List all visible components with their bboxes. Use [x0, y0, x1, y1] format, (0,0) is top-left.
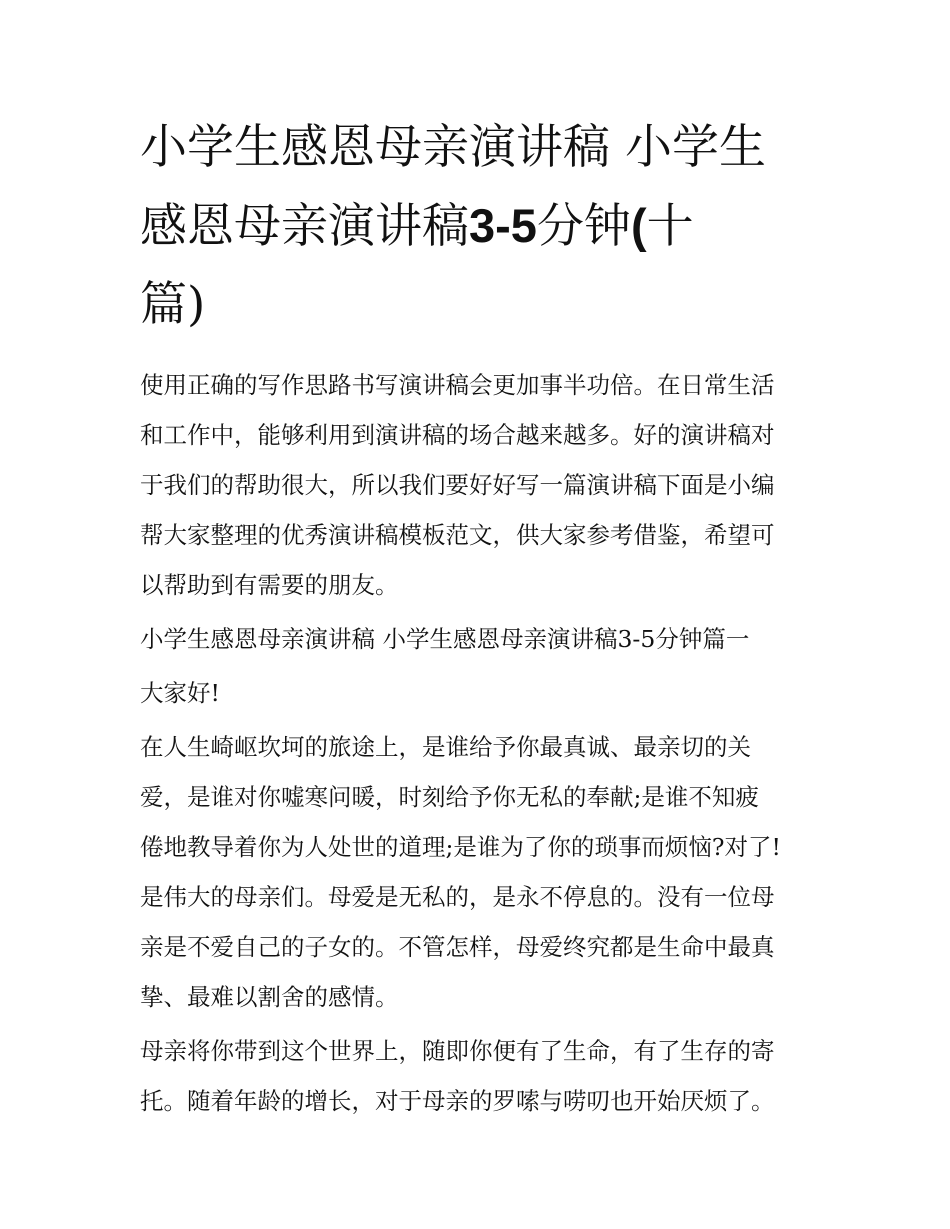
paragraph-line: 和工作中，能够利用到演讲稿的场合越来越多。好的演讲稿对	[140, 421, 775, 449]
paragraph	[140, 1026, 820, 1126]
paragraph-line: 倦地教导着你为人处世的道理;是谁为了你的琐事而烦恼?对了!	[140, 833, 781, 861]
paragraph	[140, 360, 820, 610]
title-line: 小学生感恩母亲演讲稿 小学生	[140, 120, 766, 175]
paragraph-line: 在人生崎岖坎坷的旅途上，是谁给予你最真诚、最亲切的关	[140, 733, 751, 761]
title-line: 感恩母亲演讲稿3-5分钟(十	[140, 199, 694, 254]
paragraph-line: 以帮助到有需要的朋友。	[140, 571, 399, 599]
paragraph-line: 使用正确的写作思路书写演讲稿会更加事半功倍。在日常生活	[140, 371, 775, 399]
paragraph-line: 是伟大的母亲们。母爱是无私的，是永不停息的。没有一位母	[140, 883, 775, 911]
paragraph-line: 挚、最难以割舍的感情。	[140, 983, 399, 1011]
paragraph-line: 亲是不爱自己的子女的。不管怎样，母爱终究都是生命中最真	[140, 933, 775, 961]
paragraph-line: 大家好!	[140, 679, 220, 707]
paragraph-line: 于我们的帮助很大，所以我们要好好写一篇演讲稿下面是小编	[140, 471, 775, 499]
title-line: 篇)	[140, 277, 206, 332]
paragraph-line: 小学生感恩母亲演讲稿 小学生感恩母亲演讲稿3-5分钟篇一	[140, 625, 750, 653]
paragraph-line: 爱，是谁对你嘘寒问暖，时刻给予你无私的奉献;是谁不知疲	[140, 783, 759, 811]
paragraph	[140, 614, 820, 664]
paragraph	[140, 668, 820, 718]
paragraph-line: 帮大家整理的优秀演讲稿模板范文，供大家参考借鉴，希望可	[140, 521, 775, 549]
paragraph-line: 母亲将你带到这个世界上，随即你便有了生命，有了生存的寄	[140, 1037, 775, 1065]
document-page	[140, 109, 820, 1130]
paragraph	[140, 722, 820, 1022]
document-body	[140, 360, 820, 1126]
document-title	[140, 109, 820, 344]
paragraph-line: 托。随着年龄的增长，对于母亲的罗嗦与唠叨也开始厌烦了。	[140, 1087, 775, 1115]
